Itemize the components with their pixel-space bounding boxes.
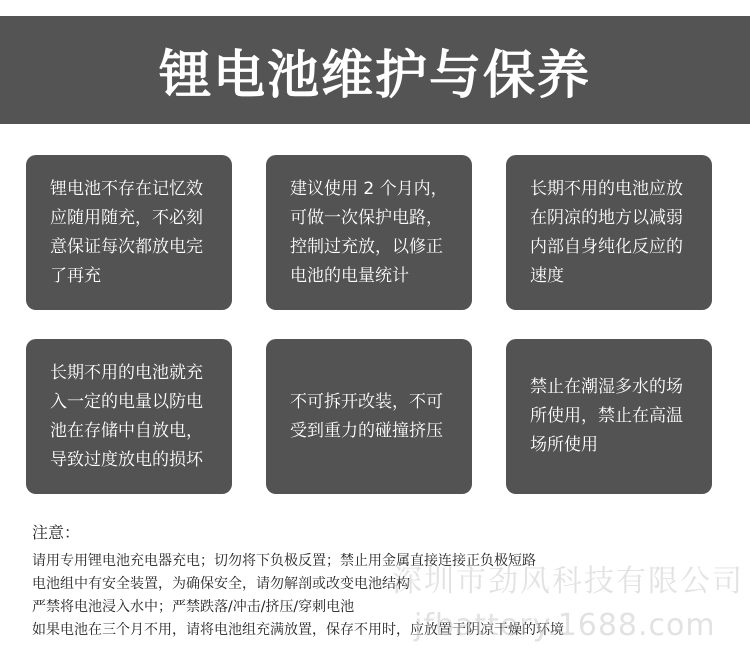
tip-card-protection-circuit [266,155,472,310]
page-title: 锂电池维护与保养 [158,45,591,106]
tip-card-memory-effect [26,155,232,310]
notes-line: 如果电池在三个月不用，请将电池组充满放置，保存不用时，应放置于阴凉干燥的环境 [32,622,564,638]
watermark-company: 深圳市劲风科技有限公司 [392,564,744,599]
tip-card-cool-storage [506,155,712,310]
tip-card-text: 建议使用 2 个月内，可做一次保护电路，控制过充放，以修正电池的电量统计 [290,178,448,286]
tip-card-text: 锂电池不存在记忆效应随用随充，不必刻意保证每次都放电完了再充 [50,178,203,286]
notes-section [32,522,732,642]
tip-card-no-disassembly [266,339,472,494]
tip-card-storage-charge [26,339,232,494]
notes-line: 电池组中有安全装置，为确保安全，请勿解剖或改变电池结构 [32,576,410,592]
notes-line: 严禁将电池浸入水中；严禁跌落/冲击/挤压/穿刺电池 [32,599,355,615]
title-banner [0,16,750,124]
notes-title: 注意： [32,523,81,542]
notes-line: 请用专用锂电池充电器充电；切勿将下负极反置；禁止用金属直接连接正负极短路 [32,553,536,569]
tip-card-text: 禁止在潮湿多水的场所使用，禁止在高温场所使用 [530,377,683,455]
tip-card-text: 不可拆开改装，不可受到重力的碰撞挤压 [290,391,443,441]
tip-card-text: 长期不用的电池就充入一定的电量以防电池在存储中自放电，导致过度放电的损坏 [50,362,203,470]
watermark-site: jfbattery.1688.com [414,608,716,643]
tip-card-text: 长期不用的电池应放在阴凉的地方以减弱内部自身纯化反应的速度 [530,178,683,286]
tip-card-environment [506,339,712,494]
